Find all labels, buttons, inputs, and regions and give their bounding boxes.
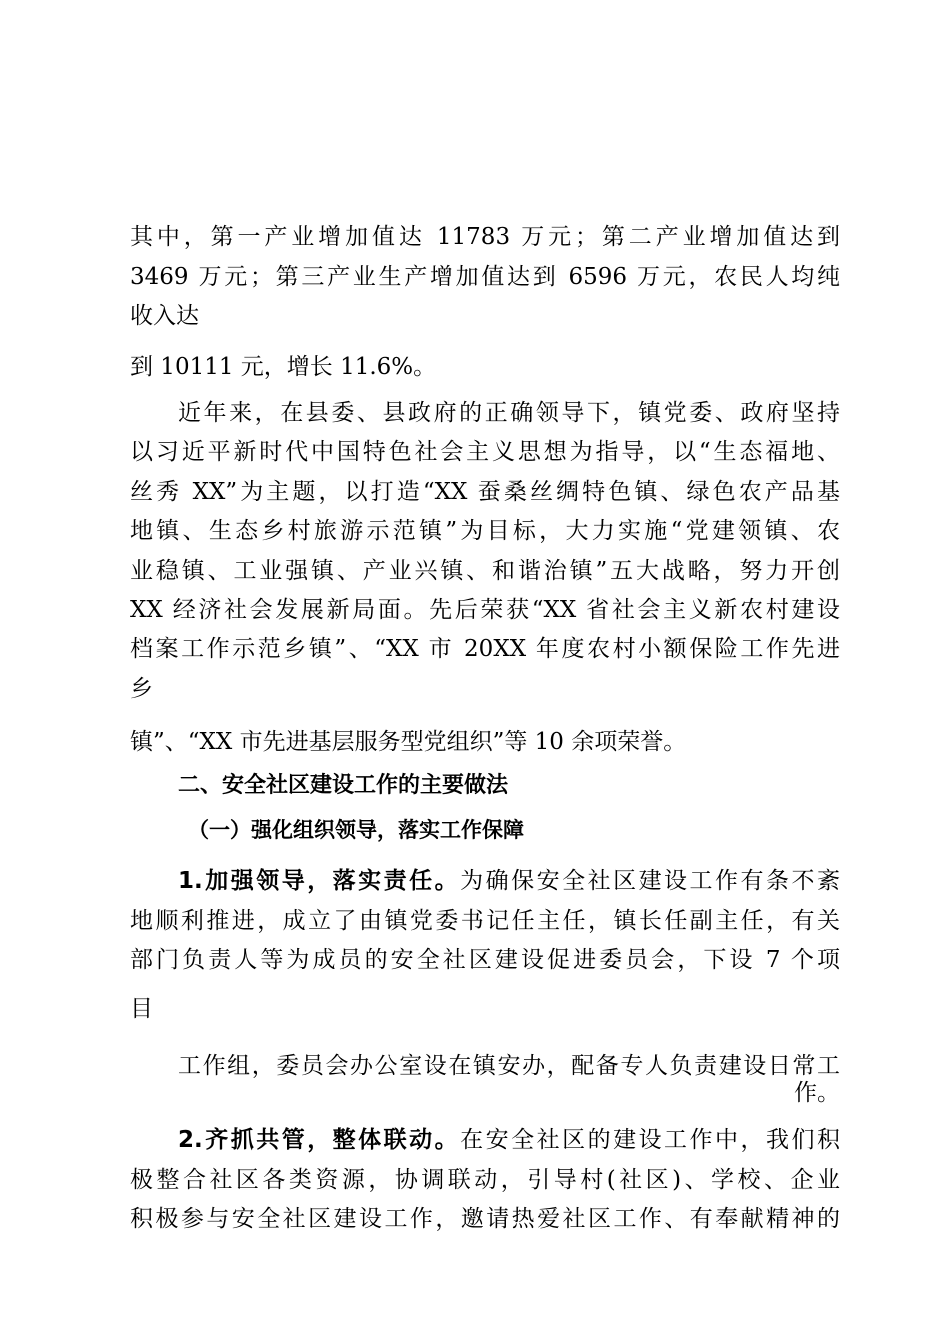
item-first-line [178,1125,840,1155]
paragraph-line: 镇”、“XX 市先进基层服务型党组织”等 10 余项荣誉。 [130,729,687,755]
paragraph-line: 到 10111 元，增长 11.6%。 [130,354,437,380]
paragraph-line: 作。 [794,1080,840,1106]
item-first-line [178,866,840,896]
section-heading: 二、安全社区建设工作的主要做法 [178,773,509,798]
paragraph-line: 3469 万元；第三产业生产增加值达到 6596 万元，农民人均纯 [130,264,840,290]
paragraph-line: XX 经济社会发展新局面。先后荣获“XX 省社会主义新农村建设 [130,597,840,623]
paragraph-line: 以习近平新时代中国特色社会主义思想为指导，以“生态福地、 [130,439,840,465]
paragraph-line: 极整合社区各类资源，协调联动，引导村(社区)、学校、企业 [130,1167,840,1193]
paragraph-line: 收入达 [130,303,199,329]
paragraph-line: 近年来，在县委、县政府的正确领导下，镇党委、政府坚持 [178,400,840,426]
paragraph-line: 其中，第一产业增加值达 11783 万元；第二产业增加值达到 [130,224,840,250]
paragraph-line: 地顺利推进，成立了由镇党委书记任主任，镇长任副主任，有关 [130,908,840,934]
paragraph-line: 工作组，委员会办公室设在镇安办，配备专人负责建设日常工 [178,1053,840,1079]
paragraph-line: 档案工作示范乡镇”、“XX 市 20XX 年度农村小额保险工作先进 [130,636,840,662]
item-lead: 1.加强领导，落实责任。 [178,868,461,894]
item-text: 在安全社区的建设工作中，我们积 [460,1127,841,1153]
paragraph-line: 乡 [130,676,153,702]
paragraph-line: 丝秀 XX”为主题，以打造“XX 蚕桑丝绸特色镇、绿色农产品基 [130,479,840,505]
paragraph-line: 目 [130,996,153,1022]
paragraph-line: 积极参与安全社区建设工作，邀请热爱社区工作、有奉献精神的 [130,1206,840,1232]
paragraph-line: 业稳镇、工业强镇、产业兴镇、和谐治镇”五大战略，努力开创 [130,558,840,584]
paragraph-line: 地镇、生态乡村旅游示范镇”为目标，大力实施“党建领镇、农 [130,518,840,544]
item-lead: 2.齐抓共管，整体联动。 [178,1127,461,1153]
paragraph-line: 部门负责人等为成员的安全社区建设促进委员会，下设 7 个项 [130,947,840,973]
subsection-heading: （一）强化组织领导，落实工作保障 [188,817,524,842]
item-text: 为确保安全社区建设工作有条不紊 [460,868,841,894]
